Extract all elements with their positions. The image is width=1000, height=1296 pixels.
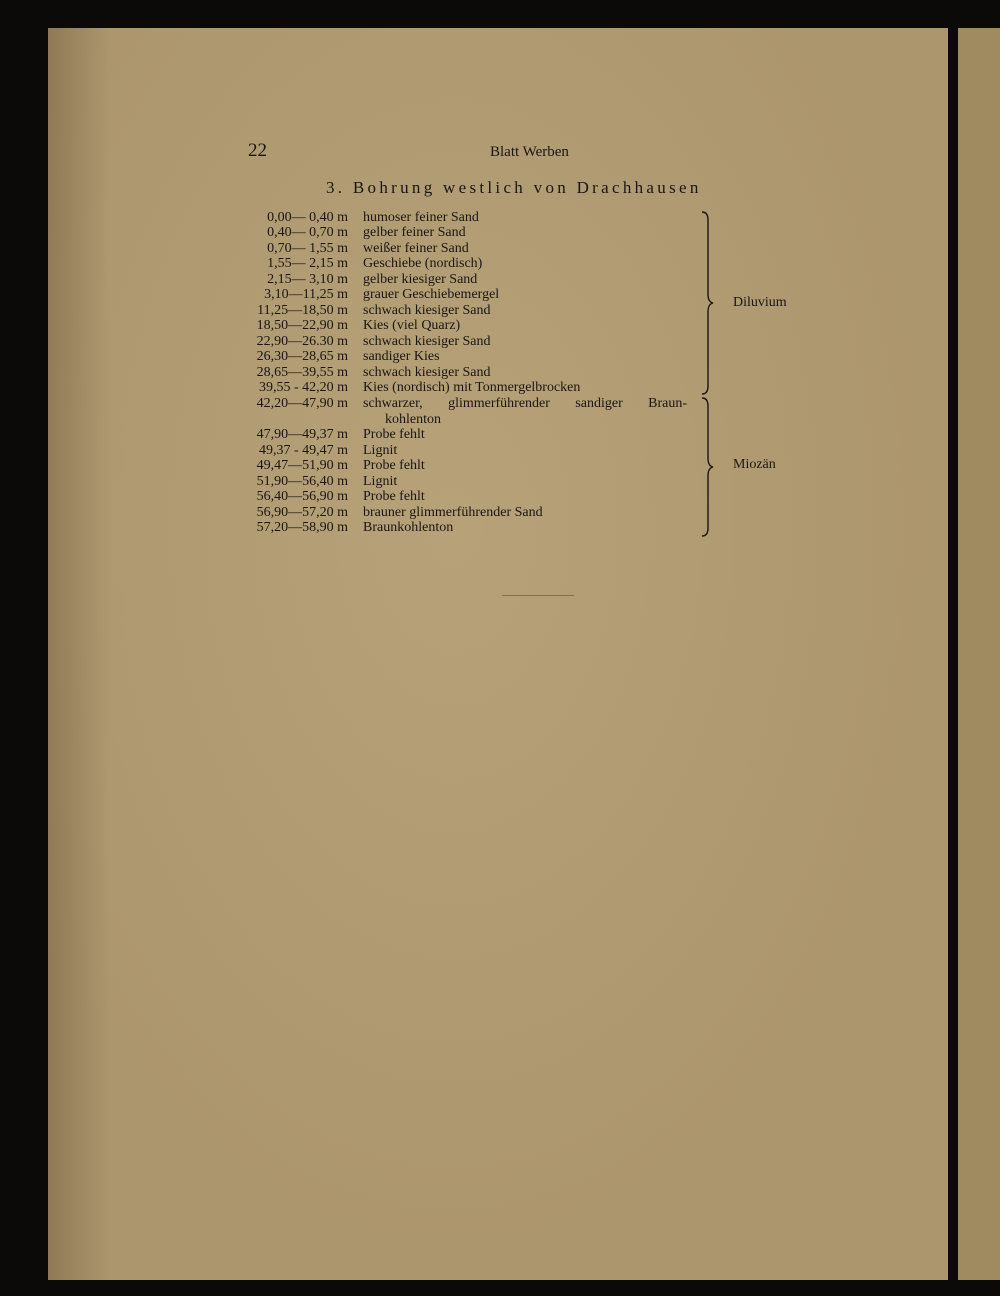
page-number: 22 xyxy=(248,140,267,161)
diluvium-label: Diluvium xyxy=(733,295,787,310)
layer-description: Braunkohlenton xyxy=(363,520,454,535)
depth-range: 56,90—57,20 m xyxy=(256,505,348,520)
layer-description: schwach kiesiger Sand xyxy=(363,365,491,380)
separator-rule xyxy=(502,595,574,596)
depth-range: 2,15— 3,10 m xyxy=(267,272,348,287)
depth-range: 22,90—26.30 m xyxy=(256,334,348,349)
diluvium-brace xyxy=(700,210,714,396)
depth-range: 57,20—58,90 m xyxy=(256,520,348,535)
depth-range: 18,50—22,90 m xyxy=(256,318,348,333)
depth-range: 56,40—56,90 m xyxy=(256,489,348,504)
layer-description: brauner glimmerführender Sand xyxy=(363,505,543,520)
layer-description: Kies (viel Quarz) xyxy=(363,318,461,333)
layer-description: gelber kiesiger Sand xyxy=(363,272,478,287)
layer-description: Kies (nordisch) mit Tonmergelbrocken xyxy=(363,380,581,395)
layer-description: schwach kiesiger Sand xyxy=(363,303,491,318)
depth-range: 0,00— 0,40 m xyxy=(267,210,348,225)
layer-description: gelber feiner Sand xyxy=(363,225,466,240)
depth-range: 42,20—47,90 m xyxy=(256,396,348,411)
depth-range: 39,55 - 42,20 m xyxy=(258,380,348,395)
layer-description: sandiger Kies xyxy=(363,349,440,364)
depth-range: 11,25—18,50 m xyxy=(257,303,348,318)
layer-description: schwach kiesiger Sand xyxy=(363,334,491,349)
layer-description: Geschiebe (nordisch) xyxy=(363,256,483,271)
depth-range: 3,10—11,25 m xyxy=(264,287,348,302)
section-title: 3. Bohrung westlich von Drachhausen xyxy=(326,178,702,197)
layer-description: Probe fehlt xyxy=(363,458,425,473)
depth-range: 1,55— 2,15 m xyxy=(267,256,348,271)
layer-description: Lignit xyxy=(363,443,398,458)
running-head: Blatt Werben xyxy=(490,144,569,160)
layer-description: Lignit xyxy=(363,474,398,489)
miozaen-label: Miozän xyxy=(733,457,776,472)
depth-range: 26,30—28,65 m xyxy=(256,349,348,364)
depth-range: 49,47—51,90 m xyxy=(256,458,348,473)
layer-description: humoser feiner Sand xyxy=(363,210,479,225)
layer-description: grauer Geschiebemergel xyxy=(363,287,500,302)
layer-description: Probe fehlt xyxy=(363,427,425,442)
depth-range: 51,90—56,40 m xyxy=(256,474,348,489)
depth-range: 49,37 - 49,47 m xyxy=(258,443,348,458)
miozaen-brace xyxy=(700,396,714,538)
depth-range: 0,70— 1,55 m xyxy=(267,241,348,256)
depth-range: 0,40— 0,70 m xyxy=(267,225,348,240)
depth-range: 28,65—39,55 m xyxy=(256,365,348,380)
depth-range: 47,90—49,37 m xyxy=(256,427,348,442)
layer-description: Probe fehlt xyxy=(363,489,425,504)
facing-page-edge xyxy=(958,28,1000,1280)
layer-description: schwarzer, glimmerführender sandiger Braun- kohlenton xyxy=(363,396,687,427)
layer-description: weißer feiner Sand xyxy=(363,241,469,256)
